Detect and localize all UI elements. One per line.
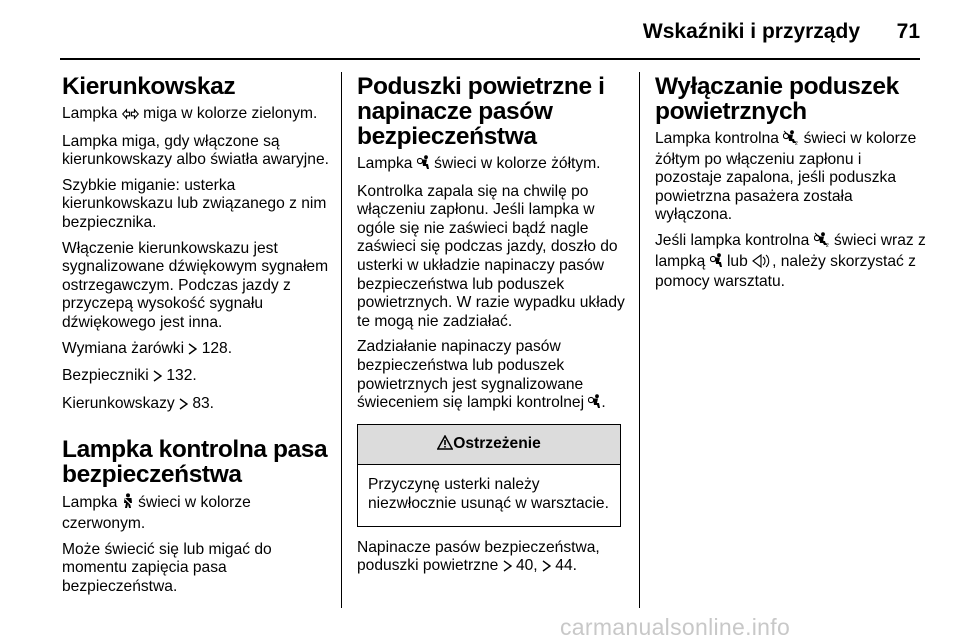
cross-reference[interactable] [62,395,332,416]
warning-title: Ostrzeżenie [453,434,541,452]
warning-box [357,424,621,527]
text: 128. [197,339,233,357]
cross-reference[interactable] [62,367,332,388]
svg-text:2: 2 [795,141,799,145]
text: świeci w kolorze żółtym. [429,155,601,172]
turn-signal-arrows-icon [122,107,139,126]
column-3 [655,74,930,299]
text: miga w kolorze zielonym. [138,105,318,122]
warning-text: Przyczynę usterki należy niezwłocznie usunąć w warsztacie. [368,476,609,512]
text: Jeśli lampka kontrolna [655,231,814,249]
watermark: carmanualsonline.info [560,614,791,640]
text: Lampka [62,494,122,512]
cross-reference[interactable] [357,539,627,578]
paragraph [62,493,332,533]
section-heading-turn-signal: Kierunkowskaz [62,73,236,100]
text: Kierunkowskazy [62,394,179,412]
page-reference-arrow-icon [503,559,512,578]
text: 132. [162,367,197,385]
airbag-seated-person-icon [417,155,430,176]
text: Lampka [357,155,417,172]
airbag-on-icon [752,254,772,274]
text: 83. [188,394,215,412]
text: świeci wraz z lampką [655,231,926,270]
page-number: 71 [896,20,920,43]
section-heading-airbags: Poduszki powietrzne i napinacze pasów bezpieczeństwa [357,73,605,150]
section-heading-airbag-deactivation: Wyłączanie poduszek powietrznych [655,73,899,125]
page-reference-arrow-icon [179,397,188,416]
text: Lampka [62,105,122,122]
airbag-seated-person-icon [710,253,723,274]
paragraph [357,338,627,414]
text: 44. [550,557,577,575]
text: Bezpieczniki [62,367,154,385]
paragraph: Włączenie kierunkowskazu jest sygnalizowane dźwiękowym sygnałem ostrzegawczym. Podczas jazdy z przyczepą wysokość sygnału dźwiękowego jest inna. [62,239,329,331]
airbag-off-icon [814,232,830,253]
column-divider-2 [639,72,640,608]
text: , należy skorzystać z pomocy warsztatu. [655,252,916,291]
paragraph: Szybkie miganie: usterka kierunkowskazu lub związanego z nim bezpiecznika. [62,176,327,231]
text: Lampka kontrolna [655,130,784,147]
column-1 [62,74,332,603]
section-heading-seatbelt: Lampka kontrolna pasa bezpieczeństwa [62,436,328,489]
text: Napinacze pasów bezpieczeństwa, poduszki powietrzne [357,538,600,575]
paragraph [655,232,930,292]
header-divider [60,58,920,60]
page-header-title: Wskaźniki i przyrządy [642,20,860,43]
page-reference-arrow-icon [153,369,162,388]
column-2 [357,74,627,585]
page-reference-arrow-icon [542,559,551,578]
text: . [601,394,606,412]
text: świeci w kolorze czerwonym. [62,494,251,532]
text: lub [722,252,753,270]
paragraph [62,105,332,126]
text: 40, [511,557,542,575]
svg-text:2: 2 [825,242,829,247]
warning-triangle-icon [437,435,453,456]
paragraph: Może świecić się lub migać do momentu zapięcia pasa bezpieczeństwa. [62,540,272,595]
paragraph: Lampka miga, gdy włączone są kierunkowskazy albo światła awaryjne. [62,132,329,169]
paragraph [655,130,930,225]
cross-reference[interactable] [62,340,332,361]
seatbelt-person-icon [122,493,134,515]
text: świeci w kolorze żółtym po włączeniu zapłonu i pozostaje zapalona, jeśli poduszka powietrzna pasażera została wyłączona. [655,130,917,224]
warning-header [358,425,620,466]
paragraph: Kontrolka zapala się na chwilę po włączeniu zapłonu. Jeśli lampka w ogóle się nie zaświeci bądź nagle zaświeci się podczas jazdy, doszło do usterki w układzie napinaczy pasów bezpieczeństwa lub poduszek powietrznych. W razie wypadku układy te mogą nie zadziałać. [357,182,625,330]
column-divider-1 [341,72,342,608]
text: Zadziałanie napinaczy pasów bezpieczeństwa lub poduszek powietrznych jest sygnalizowane świeceniem się lampki kontrolnej [357,338,589,412]
text: Wymiana żarówki [62,339,189,357]
paragraph [357,155,627,176]
airbag-seated-person-icon [588,394,601,415]
airbag-off-icon [783,130,799,151]
